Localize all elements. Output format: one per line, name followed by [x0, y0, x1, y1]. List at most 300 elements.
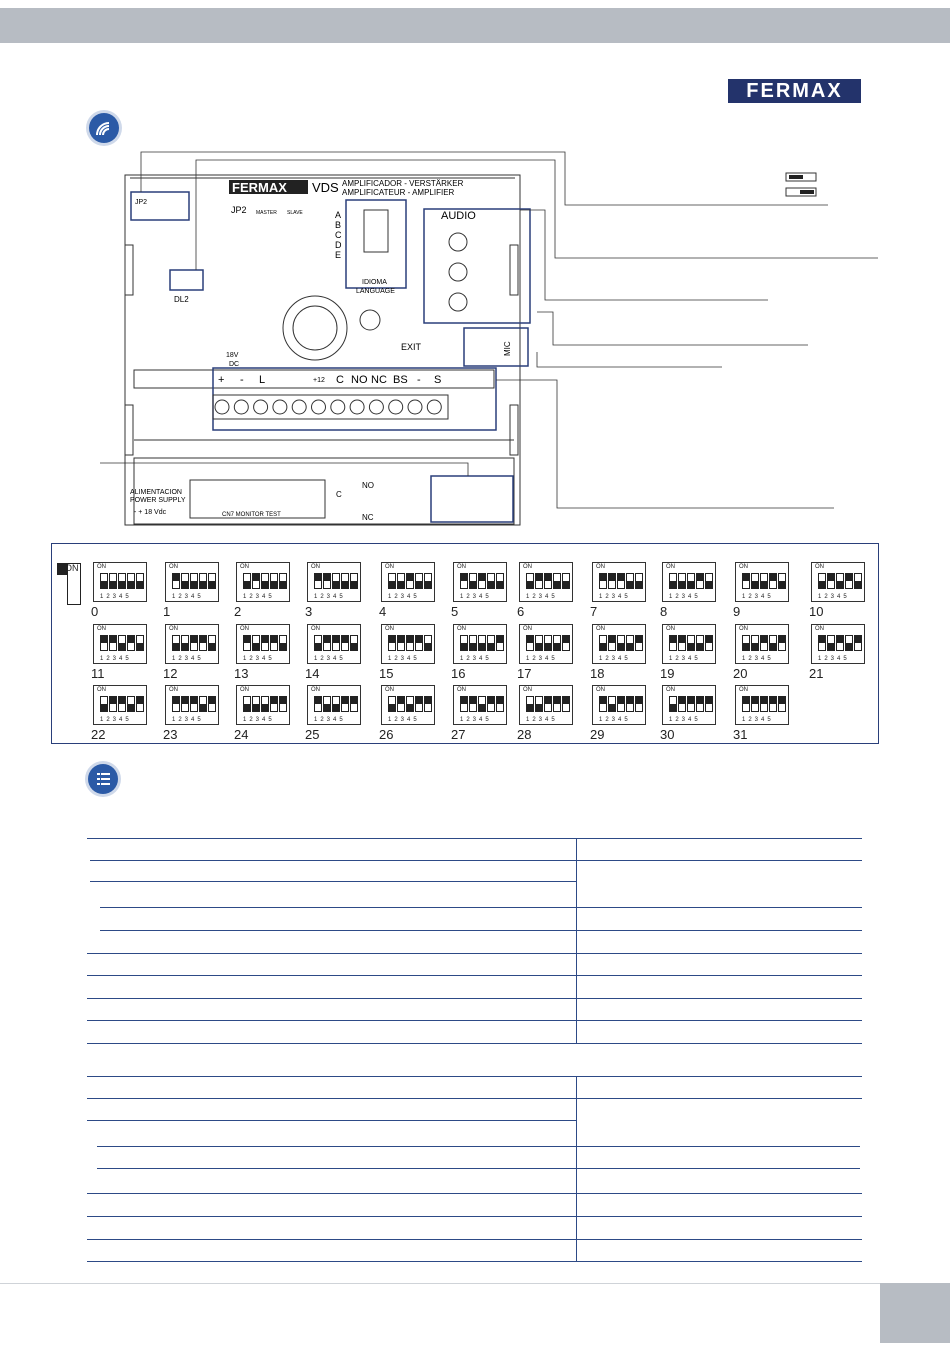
dip-code-14 [307, 624, 361, 664]
table-column-rule [576, 1076, 577, 1261]
terminal-minus: - [240, 374, 244, 386]
dip-switch-4 [127, 696, 135, 712]
dip-switch-1 [818, 635, 826, 651]
dip-code-18 [592, 624, 646, 664]
dip-switch-2 [181, 696, 189, 712]
dip-on-label: ON [311, 687, 320, 693]
dip-code-3 [307, 562, 361, 602]
dip-on-label: ON [240, 564, 249, 570]
dip-code-label: 10 [809, 604, 824, 619]
dip-switch-numbers: 12345 [599, 594, 631, 600]
dip-switch-5 [136, 696, 144, 712]
dip-switch-numbers: 12345 [742, 594, 774, 600]
dip-on-label: ON [240, 626, 249, 632]
dip-switch-4 [270, 635, 278, 651]
dip-switch-4 [845, 573, 853, 589]
dip-switch-5 [279, 573, 287, 589]
dip-switch-5 [562, 696, 570, 712]
dip-switch-5 [279, 696, 287, 712]
dip-switch-3 [406, 635, 414, 651]
terminal-plus: + [218, 374, 225, 386]
dip-switch-5 [424, 573, 432, 589]
dip-switch-3 [836, 635, 844, 651]
table-rule [577, 1098, 862, 1099]
dip-switch-3 [190, 635, 198, 651]
dip-switch-3 [544, 635, 552, 651]
dip-switch-2 [109, 635, 117, 651]
dip-switch-5 [562, 573, 570, 589]
table-rule [577, 1239, 862, 1240]
dip-code-31 [735, 685, 789, 725]
dip-switch-5 [705, 635, 713, 651]
dip-switch-numbers: 12345 [100, 594, 132, 600]
dip-switch-1 [526, 573, 534, 589]
dip-switch-2 [751, 573, 759, 589]
dip-code-15 [381, 624, 435, 664]
terminal-screw [389, 400, 403, 414]
dip-on-label: ON [523, 687, 532, 693]
dip-switch-2 [109, 696, 117, 712]
dip-code-25 [307, 685, 361, 725]
terminal-screw [350, 400, 364, 414]
footer-rule [0, 1283, 950, 1284]
table-rule [87, 1120, 577, 1121]
dip-switch-3 [261, 696, 269, 712]
dip-switch-2 [678, 696, 686, 712]
dip-switch-2 [608, 573, 616, 589]
dip-on-label: ON [457, 626, 466, 632]
dip-switch-1 [460, 696, 468, 712]
dip-code-1 [165, 562, 219, 602]
dip-switch-4 [553, 696, 561, 712]
dip-on-label: ON [169, 626, 178, 632]
table-rule [87, 1076, 862, 1077]
dip-code-17 [519, 624, 573, 664]
dip-switch-numbers: 12345 [742, 717, 774, 723]
board-language: LANGUAGE [356, 288, 395, 295]
dip-switch-numbers: 12345 [818, 594, 850, 600]
dip-switch-4 [487, 635, 495, 651]
table-rule [87, 1043, 862, 1044]
dip-switch-2 [181, 573, 189, 589]
dip-on-label: ON [385, 564, 394, 570]
dip-switch-1 [669, 635, 677, 651]
dip-on-label: ON [385, 626, 394, 632]
dip-code-label: 24 [234, 727, 249, 742]
dip-code-0 [93, 562, 147, 602]
dip-code-label: 19 [660, 666, 675, 681]
dip-switch-numbers: 12345 [314, 717, 346, 723]
dip-switch-2 [678, 573, 686, 589]
board-title-2: AMPLIFICATEUR - AMPLIFIER [342, 188, 455, 197]
table-column-rule [576, 838, 577, 1043]
dip-code-29 [592, 685, 646, 725]
dip-switch-3 [406, 696, 414, 712]
board-power-supply: POWER SUPPLY [130, 497, 186, 504]
dip-switch-1 [172, 696, 180, 712]
dip-switch-1 [599, 635, 607, 651]
board-jp2-small: JP2 [135, 199, 148, 206]
dip-switch-2 [252, 573, 260, 589]
dip-on-label: ON [169, 564, 178, 570]
dip-switch-3 [617, 573, 625, 589]
dip-switch-numbers: 12345 [314, 594, 346, 600]
dip-switch-4 [769, 635, 777, 651]
dip-on-label: ON [596, 626, 605, 632]
dip-on-label: ON [739, 564, 748, 570]
dip-on-label: ON [97, 626, 106, 632]
dip-switch-1 [172, 573, 180, 589]
table-rule [577, 1193, 862, 1194]
dip-switch-5 [496, 573, 504, 589]
dip-switch-3 [190, 573, 198, 589]
dip-code-2 [236, 562, 290, 602]
dip-switch-numbers: 12345 [243, 717, 275, 723]
dip-switch-5 [854, 635, 862, 651]
dip-switch-1 [100, 635, 108, 651]
dip-switch-1 [314, 573, 322, 589]
dip-switch-2 [397, 635, 405, 651]
board-dl2: DL2 [174, 295, 189, 304]
relay-no: NO [362, 481, 374, 490]
dip-switch-4 [270, 696, 278, 712]
dip-on-label: ON [666, 687, 675, 693]
dip-switch-numbers: 12345 [388, 656, 420, 662]
dip-code-label: 11 [91, 666, 105, 681]
table-rule [90, 860, 577, 861]
board-slave: SLAVE [287, 210, 303, 216]
terminal-screw [234, 400, 248, 414]
dip-switch-5 [496, 635, 504, 651]
dip-code-label: 23 [163, 727, 178, 742]
dip-on-label: ON [169, 687, 178, 693]
dip-switch-1 [172, 635, 180, 651]
table-rule [577, 998, 862, 999]
dip-switch-1 [388, 635, 396, 651]
terminal-screw [331, 400, 345, 414]
dip-switch-1 [742, 573, 750, 589]
dip-switch-2 [397, 696, 405, 712]
dip-code-label: 12 [163, 666, 178, 681]
table-rule [577, 953, 862, 954]
dip-switch-numbers: 12345 [526, 656, 558, 662]
dip-switch-numbers: 12345 [669, 717, 701, 723]
dip-switch-2 [751, 635, 759, 651]
dip-switch-4 [415, 635, 423, 651]
dip-switch-numbers: 12345 [599, 717, 631, 723]
table-rule [87, 1098, 577, 1099]
dip-switch-1 [669, 573, 677, 589]
dip-switch-4 [553, 573, 561, 589]
dip-on-label: ON [385, 687, 394, 693]
dip-switch-numbers: 12345 [388, 717, 420, 723]
dip-switch-1 [599, 696, 607, 712]
board-idioma: IDIOMA [362, 279, 387, 286]
dip-code-label: 20 [733, 666, 748, 681]
table-rule [577, 975, 862, 976]
dip-switch-numbers: 12345 [460, 594, 492, 600]
dip-switch-3 [406, 573, 414, 589]
table-rule [87, 998, 577, 999]
board-alimentacion: ALIMENTACION [130, 489, 182, 496]
dip-switch-2 [827, 573, 835, 589]
dip-switch-3 [617, 696, 625, 712]
terminal-s: S [434, 374, 442, 386]
terminal-screw [273, 400, 287, 414]
dip-switch-1 [599, 573, 607, 589]
table-rule [87, 1261, 862, 1262]
dip-switch-2 [751, 696, 759, 712]
dip-code-6 [519, 562, 573, 602]
dip-code-9 [735, 562, 789, 602]
dip-code-label: 3 [305, 604, 313, 619]
dip-switch-2 [181, 635, 189, 651]
table-rule [577, 1020, 862, 1021]
dip-switch-1 [526, 696, 534, 712]
dip-switch-5 [208, 635, 216, 651]
dip-switch-3 [478, 635, 486, 651]
dip-code-label: 31 [733, 727, 748, 742]
dip-switch-3 [687, 635, 695, 651]
signal-icon [89, 113, 119, 143]
dip-switch-5 [136, 573, 144, 589]
dip-switch-3 [332, 635, 340, 651]
dip-switch-1 [388, 696, 396, 712]
dip-switch-4 [553, 635, 561, 651]
dip-code-23 [165, 685, 219, 725]
dip-on-label: ON [97, 564, 106, 570]
table-rule [577, 1146, 860, 1147]
dip-switch-1 [742, 635, 750, 651]
dip-code-4 [381, 562, 435, 602]
dip-switch-3 [261, 573, 269, 589]
dip-switch-5 [136, 635, 144, 651]
relay-nc: NC [362, 513, 374, 522]
terminal-screw [292, 400, 306, 414]
dip-switch-1 [100, 573, 108, 589]
dip-on-label: ON [596, 687, 605, 693]
dip-code-label: 28 [517, 727, 532, 742]
dip-code-26 [381, 685, 435, 725]
table-rule [87, 1216, 577, 1217]
table-rule [577, 907, 862, 908]
dip-switch-numbers: 12345 [172, 656, 204, 662]
terminal-12: +12 [313, 377, 325, 384]
dip-switch-3 [118, 635, 126, 651]
dip-switch-numbers: 12345 [526, 594, 558, 600]
dip-switch-2 [535, 573, 543, 589]
dip-on-label: ON [739, 626, 748, 632]
dip-code-label: 1 [163, 604, 171, 619]
dip-switch-5 [854, 573, 862, 589]
dip-letter-d: D [335, 240, 342, 250]
dip-code-label: 4 [379, 604, 387, 619]
board-mic: MIC [503, 341, 512, 356]
dip-code-21 [811, 624, 865, 664]
dip-switch-numbers: 12345 [100, 717, 132, 723]
dip-code-19 [662, 624, 716, 664]
dip-switch-5 [705, 573, 713, 589]
dip-switch-4 [199, 635, 207, 651]
dip-switch-5 [705, 696, 713, 712]
terminal-screw [254, 400, 268, 414]
board-vdc: - + 18 Vdc [134, 509, 167, 516]
dip-switch-2 [535, 696, 543, 712]
dip-on-label: ON [739, 687, 748, 693]
dip-switch-2 [109, 573, 117, 589]
dip-switch-3 [836, 573, 844, 589]
dip-switch-4 [341, 635, 349, 651]
dip-switch-numbers: 12345 [243, 594, 275, 600]
dip-switch-4 [199, 696, 207, 712]
dip-switch-numbers: 12345 [388, 594, 420, 600]
dip-code-label: 15 [379, 666, 394, 681]
dip-switch-3 [332, 573, 340, 589]
dip-switch-3 [190, 696, 198, 712]
dip-code-label: 9 [733, 604, 741, 619]
dip-switch-2 [827, 635, 835, 651]
dip-switch-4 [845, 635, 853, 651]
dip-switch-5 [350, 696, 358, 712]
dip-switch-5 [350, 573, 358, 589]
on-switch-legend [57, 563, 81, 605]
dip-switch-1 [388, 573, 396, 589]
table-rule [87, 1239, 577, 1240]
dip-switch-4 [341, 573, 349, 589]
amplifier-board-diagram [0, 140, 950, 540]
dip-switch-1 [669, 696, 677, 712]
dip-switch-numbers: 12345 [526, 717, 558, 723]
dip-code-label: 26 [379, 727, 394, 742]
dip-code-27 [453, 685, 507, 725]
dip-on-label: ON [523, 626, 532, 632]
dip-switch-3 [544, 573, 552, 589]
dip-code-8 [662, 562, 716, 602]
dip-switch-5 [635, 696, 643, 712]
table-rule [577, 860, 862, 861]
dip-switch-4 [127, 573, 135, 589]
terminal-l: L [259, 374, 266, 386]
dip-switch-3 [760, 573, 768, 589]
board-cn7: CN7 MONITOR TEST [222, 512, 281, 518]
page-number-box [880, 1283, 950, 1343]
dip-switch-3 [118, 696, 126, 712]
dip-switch-4 [696, 635, 704, 651]
terminal-c: C [336, 374, 344, 386]
dip-switch-3 [617, 635, 625, 651]
dip-code-label: 2 [234, 604, 242, 619]
dip-on-label: ON [457, 687, 466, 693]
dip-switch-5 [208, 696, 216, 712]
terminal-screw [215, 400, 229, 414]
dip-switch-3 [760, 635, 768, 651]
table-rule [577, 1168, 860, 1169]
dip-switch-5 [635, 573, 643, 589]
dip-switch-3 [544, 696, 552, 712]
terminal-bs: BS [393, 374, 408, 386]
dip-switch-1 [243, 573, 251, 589]
dip-code-label: 18 [590, 666, 605, 681]
dip-switch-1 [818, 573, 826, 589]
dip-switch-1 [243, 635, 251, 651]
terminal-nc: NC [371, 374, 387, 386]
dip-switch-5 [635, 635, 643, 651]
dip-code-13 [236, 624, 290, 664]
table-rule [87, 1020, 577, 1021]
dip-code-label: 5 [451, 604, 459, 619]
dip-switch-4 [270, 573, 278, 589]
dip-switch-1 [100, 696, 108, 712]
table-rule [90, 881, 577, 882]
dip-switch-3 [261, 635, 269, 651]
dip-switch-4 [696, 696, 704, 712]
dip-on-label: ON [240, 687, 249, 693]
dip-on-label: ON [311, 564, 320, 570]
board-18v: 18V [226, 352, 239, 359]
dip-code-label: 30 [660, 727, 675, 742]
dip-switch-2 [252, 635, 260, 651]
terminal-screw [427, 400, 441, 414]
dip-switch-2 [469, 573, 477, 589]
dip-switch-numbers: 12345 [460, 717, 492, 723]
dip-switch-3 [760, 696, 768, 712]
dip-switch-1 [460, 635, 468, 651]
dip-switch-1 [243, 696, 251, 712]
board-jp2: JP2 [231, 205, 247, 215]
dip-switch-numbers: 12345 [172, 594, 204, 600]
dip-switch-3 [687, 573, 695, 589]
table-rule [87, 975, 577, 976]
dip-switch-1 [314, 635, 322, 651]
dip-switch-1 [526, 635, 534, 651]
dip-switch-2 [608, 696, 616, 712]
dip-switch-3 [118, 573, 126, 589]
dip-switch-5 [424, 635, 432, 651]
table-rule [577, 1216, 862, 1217]
board-title-1: AMPLIFICADOR - VERSTÄRKER [342, 179, 464, 188]
dip-on-label: ON [666, 626, 675, 632]
dip-switch-2 [678, 635, 686, 651]
board-master: MASTER [256, 210, 277, 216]
dip-switch-3 [478, 573, 486, 589]
dip-switch-2 [323, 635, 331, 651]
dip-switch-numbers: 12345 [100, 656, 132, 662]
dip-letter-a: A [335, 210, 342, 220]
dip-code-5 [453, 562, 507, 602]
table-rule [87, 1193, 577, 1194]
dip-code-label: 13 [234, 666, 249, 681]
dip-switch-numbers: 12345 [314, 656, 346, 662]
dip-code-label: 16 [451, 666, 466, 681]
dip-switch-4 [626, 635, 634, 651]
board-audio: AUDIO [441, 210, 476, 222]
dip-code-label: 7 [590, 604, 598, 619]
dip-letter-c: C [335, 230, 342, 240]
dip-letter-b: B [335, 220, 342, 230]
dip-switch-4 [626, 696, 634, 712]
relay-c: C [336, 490, 342, 499]
table-rule [87, 953, 577, 954]
dip-switch-4 [487, 573, 495, 589]
dip-switch-4 [415, 573, 423, 589]
terminal-minus-2: - [417, 374, 421, 386]
dip-switch-2 [469, 635, 477, 651]
dip-switch-3 [478, 696, 486, 712]
table-rule [87, 838, 862, 839]
dip-switch-4 [626, 573, 634, 589]
dip-on-label: ON [596, 564, 605, 570]
dip-switch-2 [608, 635, 616, 651]
